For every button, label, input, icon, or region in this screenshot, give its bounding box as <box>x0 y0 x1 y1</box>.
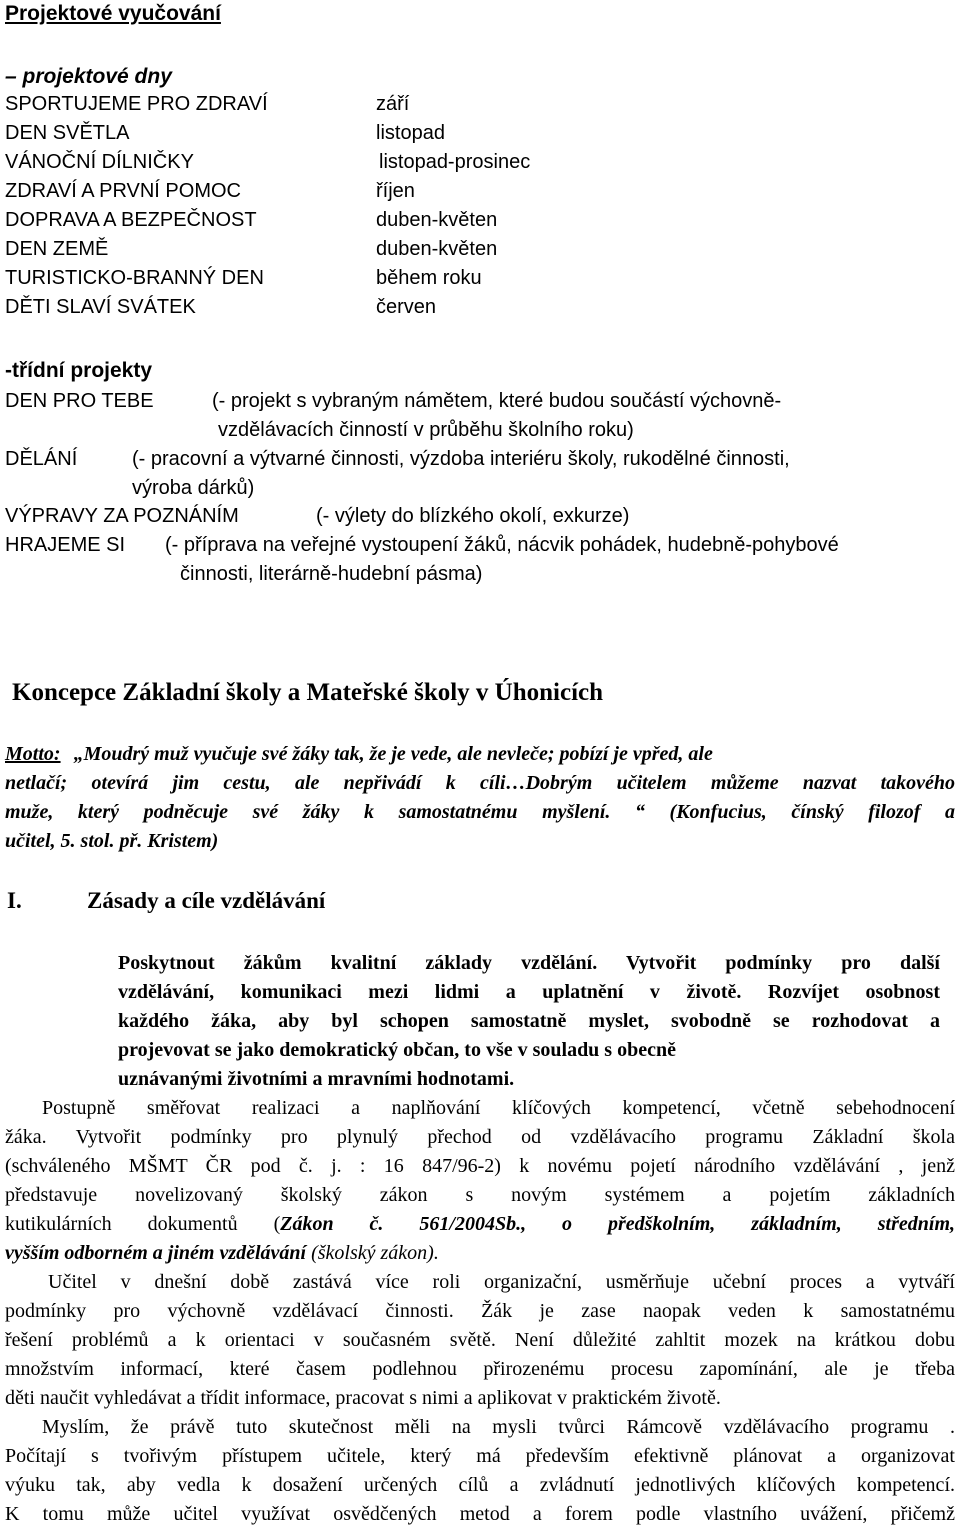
goals-line: projevovat se jako demokratický občan, to vše v souladu s obecně <box>118 1039 676 1061</box>
motto-label: Motto: <box>5 743 61 765</box>
section-title: Zásady a cíle vzdělávání <box>87 888 326 913</box>
class-project-desc: činnosti, literárně-hudební pásma) <box>180 563 483 585</box>
class-project-desc: vzdělávacích činností v průběhu školního roku) <box>218 419 634 441</box>
project-day-name: ZDRAVÍ A PRVNÍ POMOC <box>5 180 241 202</box>
paragraph-line: výuku tak, aby vedla k dosažení určených cílů a zvládnutí jednotlivých klíčových kompetencí. <box>5 1474 955 1496</box>
goals-line: každého žáka, aby byl schopen samostatně myslet, svobodně se rozhodovat a <box>118 1010 940 1032</box>
paragraph-line <box>5 1210 955 1239</box>
class-project-desc: (- příprava na veřejné vystoupení žáků, nácvik pohádek, hudebně-pohybové <box>165 534 839 556</box>
project-day-period: během roku <box>376 267 482 289</box>
project-day-period: listopad-prosinec <box>379 151 531 173</box>
paragraph-line: Počítají s tvořivým přístupem učitele, který má především efektivně plánovat a organizovat <box>5 1445 955 1467</box>
project-day-name: DEN SVĚTLA <box>5 122 130 144</box>
project-days-heading: – projektové dny <box>5 65 172 88</box>
page-title: Projektové vyučování <box>5 2 221 25</box>
paragraph-line: (schváleného MŠMT ČR pod č. j. : 16 847/96-2) k novému pojetí národního vzdělávání , jenž <box>5 1155 955 1177</box>
project-day-name: DEN ZEMĚ <box>5 238 109 260</box>
paragraph-line: podmínky pro výchovně vzdělávací činnosti. Žák je zase naopak veden k samostatnému <box>5 1300 955 1322</box>
class-project-name: VÝPRAVY ZA POZNÁNÍM <box>5 505 239 527</box>
goals-line: uznávanými životními a mravními hodnotami. <box>118 1068 515 1090</box>
project-day-period: říjen <box>376 180 415 202</box>
project-day-name: DĚTI SLAVÍ SVÁTEK <box>5 296 196 318</box>
law-reference: Zákon č. 561/2004Sb. <box>280 1213 522 1235</box>
motto-line-1-text: „Moudrý muž vyučuje své žáky tak, že je vede, ale nevleče; pobízí je vpřed, ale <box>73 743 713 765</box>
motto-line-4: učitel, 5. stol. př. Kristem) <box>5 830 219 852</box>
class-project-name: HRAJEME SI <box>5 534 126 556</box>
motto-line-3: muže, který podněcuje své žáky k samostatnému myšlení. “ (Konfucius, čínský filozof a <box>5 801 955 823</box>
class-project-desc: (- pracovní a výtvarné činnosti, výzdoba interiéru školy, rukodělné činnosti, <box>132 448 790 470</box>
paragraph-line: Učitel v dnešní době zastává více roli organizační, usměrňuje učební proces a vytváří <box>48 1271 955 1293</box>
paragraph-line: děti naučit vyhledávat a třídit informace, pracovat s nimi a aplikovat v praktickém životě. <box>5 1387 721 1409</box>
section-number: I. <box>7 888 22 913</box>
project-day-period: listopad <box>376 122 445 144</box>
paragraph-line: množstvím informací, které časem podlehnou přirozenému procesu zapomínání, ale je třeba <box>5 1358 955 1380</box>
project-day-name: SPORTUJEME PRO ZDRAVÍ <box>5 93 268 115</box>
class-project-desc: výroba dárků) <box>132 477 255 499</box>
project-day-period: duben-květen <box>376 238 498 260</box>
project-day-period: duben-květen <box>376 209 498 231</box>
class-project-name: DEN PRO TEBE <box>5 390 154 412</box>
class-projects-heading: -třídní projekty <box>5 359 153 382</box>
goals-line: vzdělávání, komunikaci mezi lidmi a uplatnění v životě. Rozvíjet osobnost <box>118 981 940 1003</box>
class-project-desc: (- projekt s vybraným námětem, které budou součástí výchovně- <box>212 390 782 412</box>
paragraph-line <box>5 1239 955 1268</box>
project-day-name: DOPRAVA A BEZPEČNOST <box>5 209 257 231</box>
motto-line-1 <box>5 740 955 769</box>
paragraph-line: Myslím, že právě tuto skutečnost měli na mysli tvůrci Rámcově vzdělávacího programu . <box>42 1416 955 1438</box>
paragraph-line: představuje novelizovaný školský zákon s novým systémem a pojetím základních <box>5 1184 955 1206</box>
paragraph-line: žáka. Vytvořit podmínky pro plynulý přechod od vzdělávacího programu Základní škola <box>5 1126 955 1148</box>
paragraph-line: K tomu může učitel využívat osvědčených metod a forem podle vlastního uvážení, přičemž <box>5 1503 955 1525</box>
paragraph-text: (školský zákon). <box>306 1242 439 1264</box>
project-day-name: VÁNOČNÍ DÍLNIČKY <box>5 151 194 173</box>
law-title: , o předškolním, základním, středním, <box>521 1213 955 1235</box>
motto-line-2: netlačí; otevírá jim cestu, ale nepřivádí k cíli…Dobrým učitelem můžeme nazvat takového <box>5 772 955 794</box>
concept-title: Koncepce Základní školy a Mateřské školy v Úhonicích <box>12 679 604 706</box>
paragraph-text: kutikulárních dokumentů ( <box>5 1213 281 1235</box>
paragraph-line: řešení problémů a k orientaci v současném světě. Není důležité zahltit mozek na krátkou dobu <box>5 1329 955 1351</box>
project-day-period: září <box>376 93 410 115</box>
goals-line: Poskytnout žákům kvalitní základy vzdělání. Vytvořit podmínky pro další <box>118 952 940 974</box>
project-day-period: červen <box>376 296 437 318</box>
paragraph-line: Postupně směřovat realizaci a naplňování klíčových kompetencí, včetně sebehodnocení <box>42 1097 955 1119</box>
law-title: vyšším odborném a jiném vzdělávání <box>5 1242 307 1264</box>
class-project-desc: (- výlety do blízkého okolí, exkurze) <box>316 505 630 527</box>
class-project-name: DĚLÁNÍ <box>5 448 78 470</box>
project-day-name: TURISTICKO-BRANNÝ DEN <box>5 267 264 289</box>
